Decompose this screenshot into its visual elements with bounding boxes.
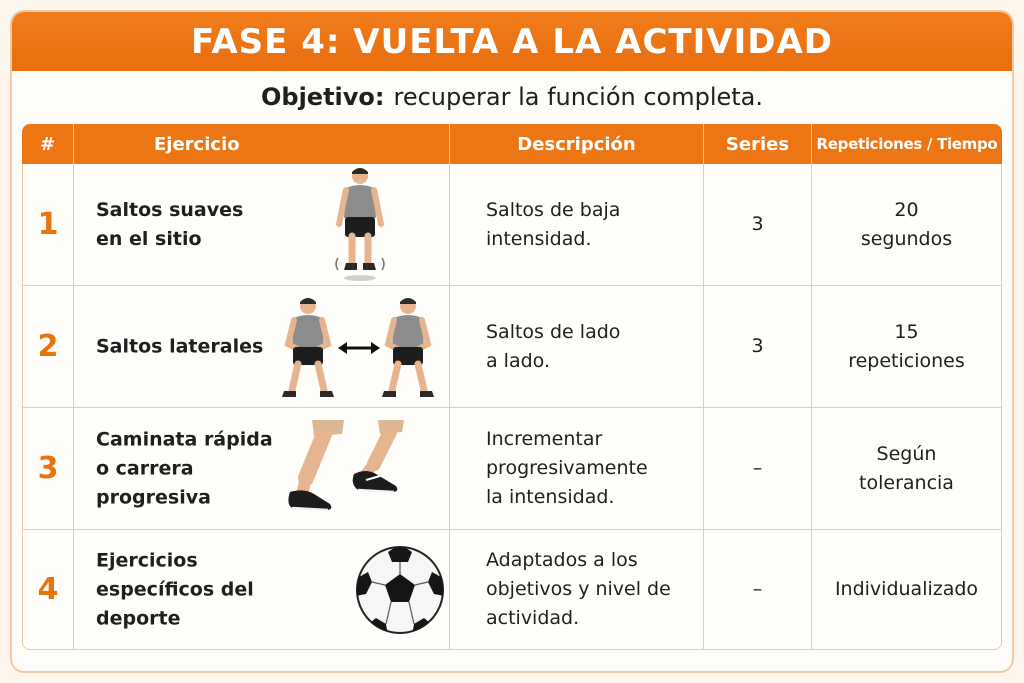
column-header-reps-time: Repeticiones / Tiempo: [812, 124, 1002, 164]
person-jumping-icon: [330, 166, 390, 284]
table-header-row: [22, 124, 1002, 164]
exercise-cell: [74, 164, 450, 286]
description-cell: Adaptados a los objetivos y nivel de actividad.: [450, 530, 704, 650]
table-row: [22, 530, 1002, 650]
objective-text: recuperar la función completa.: [393, 83, 764, 111]
description-cell: Incrementar progresivamente la intensidad.: [450, 408, 704, 530]
row-number: 4: [22, 530, 74, 650]
row-number: 3: [22, 408, 74, 530]
reps-cell: Individualizado: [812, 530, 1002, 650]
description-cell: Saltos de baja intensidad.: [450, 164, 704, 286]
exercise-name: Ejercicios específicos del deporte: [96, 549, 254, 629]
exercise-cell: [74, 408, 450, 530]
exercise-name: Caminata rápida o carrera progresiva: [96, 428, 273, 508]
series-cell: 3: [704, 164, 812, 286]
page-title: FASE 4: VUELTA A LA ACTIVIDAD: [191, 21, 833, 62]
objective-label: Objetivo:: [260, 83, 385, 111]
series-cell: 3: [704, 286, 812, 408]
description-cell: Saltos de lado a lado.: [450, 286, 704, 408]
exercise-cell: [74, 286, 450, 408]
reps-cell: 15 repeticiones: [812, 286, 1002, 408]
reps-cell: Según tolerancia: [812, 408, 1002, 530]
soccer-ball-icon: [354, 544, 446, 636]
lateral-jump-icon: [278, 294, 438, 404]
column-header-description: Descripción: [450, 124, 704, 164]
series-cell: –: [704, 530, 812, 650]
exercise-cell: [74, 530, 450, 650]
column-header-num: #: [22, 124, 74, 164]
series-cell: –: [704, 408, 812, 530]
reps-cell: 20 segundos: [812, 164, 1002, 286]
objective-line: [12, 71, 1012, 123]
table-row: [22, 408, 1002, 530]
column-header-series: Series: [704, 124, 812, 164]
row-number: 1: [22, 164, 74, 286]
exercise-table: [22, 124, 1002, 650]
column-header-exercise: Ejercicio: [74, 124, 450, 164]
exercise-name: Saltos suaves en el sitio: [96, 198, 244, 250]
running-legs-icon: [284, 418, 414, 523]
phase-card: [10, 10, 1014, 673]
row-number: 2: [22, 286, 74, 408]
exercise-name: Saltos laterales: [96, 335, 264, 357]
table-row: [22, 286, 1002, 408]
title-banner: [12, 12, 1012, 71]
table-row: [22, 164, 1002, 286]
